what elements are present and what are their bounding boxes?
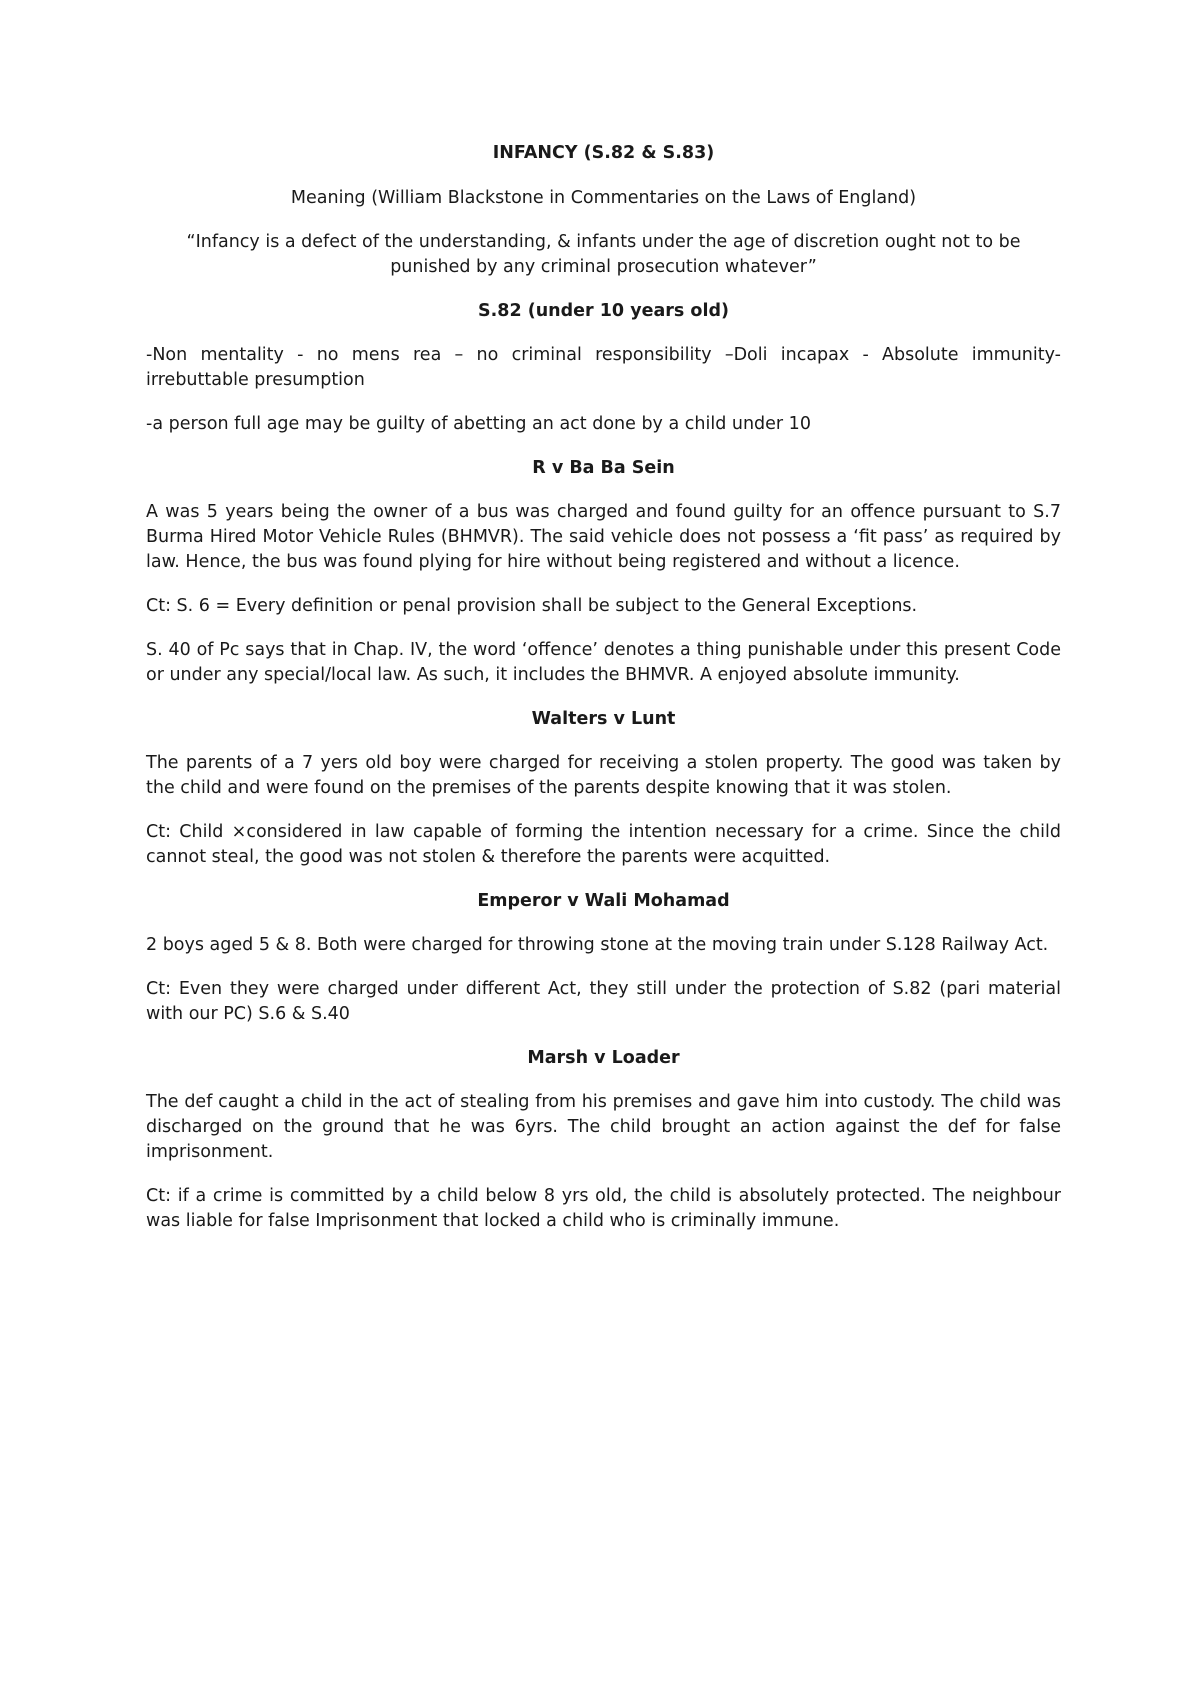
case-paragraph: S. 40 of Pc says that in Chap. IV, the word ‘offence’ denotes a thing punishable under this present Code or under any special/local law. As such, it includes the BHMVR. A enjoyed absolute immunity. <box>146 640 1061 685</box>
meaning-label: Meaning (William Blackstone in Commentaries on the Laws of England) <box>290 188 917 208</box>
case-paragraph: Ct: Child ×considered in law capable of forming the intention necessary for a crime. Since the child cannot steal, the good was not stolen & therefore the parents were acquitted. <box>146 822 1061 867</box>
case-paragraph: The def caught a child in the act of stealing from his premises and gave him into custody. The child was discharged on the ground that he was 6yrs. The child brought an action against the def for false imprisonment. <box>146 1092 1061 1162</box>
section-heading-s82: S.82 (under 10 years old) <box>478 301 729 321</box>
case-heading-walters-v-lunt: Walters v Lunt <box>531 709 676 729</box>
case-paragraph: The parents of a 7 yers old boy were charged for receiving a stolen property. The good was taken by the child and were found on the premises of the parents despite knowing that it was stolen. <box>146 753 1061 798</box>
case-paragraph: Ct: if a crime is committed by a child below 8 yrs old, the child is absolutely protected. The neighbour was liable for false Imprisonment that locked a child who is criminally immune. <box>146 1186 1061 1231</box>
case-heading-ba-ba-sein: R v Ba Ba Sein <box>532 458 675 478</box>
document-body <box>146 141 1061 1253</box>
document-title: INFANCY (S.82 & S.83) <box>492 143 715 163</box>
s82-point-1: -Non mentality - no mens rea – no criminal responsibility –Doli incapax - Absolute immunity- irrebuttable presumption <box>146 345 1061 390</box>
case-heading-marsh-v-loader: Marsh v Loader <box>527 1048 680 1068</box>
case-paragraph: Ct: S. 6 = Every definition or penal provision shall be subject to the General Exceptions. <box>146 596 918 616</box>
s82-point-2: -a person full age may be guilty of abetting an act done by a child under 10 <box>146 414 811 434</box>
case-heading-emperor-v-wali-mohamad: Emperor v Wali Mohamad <box>477 891 730 911</box>
case-paragraph: Ct: Even they were charged under different Act, they still under the protection of S.82 (pari material with our PC) S.6 & S.40 <box>146 979 1061 1024</box>
case-paragraph: A was 5 years being the owner of a bus was charged and found guilty for an offence pursuant to S.7 Burma Hired Motor Vehicle Rules (BHMVR). The said vehicle does not possess a ‘fit pass’ as required by law. Hence, the bus was found plying for hire without being registered and without a licence. <box>146 502 1061 572</box>
blackstone-quote: “Infancy is a defect of the understanding, & infants under the age of discretion ought not to be punished by any criminal prosecution whatever” <box>186 232 1021 277</box>
case-paragraph: 2 boys aged 5 & 8. Both were charged for throwing stone at the moving train under S.128 Railway Act. <box>146 935 1049 955</box>
